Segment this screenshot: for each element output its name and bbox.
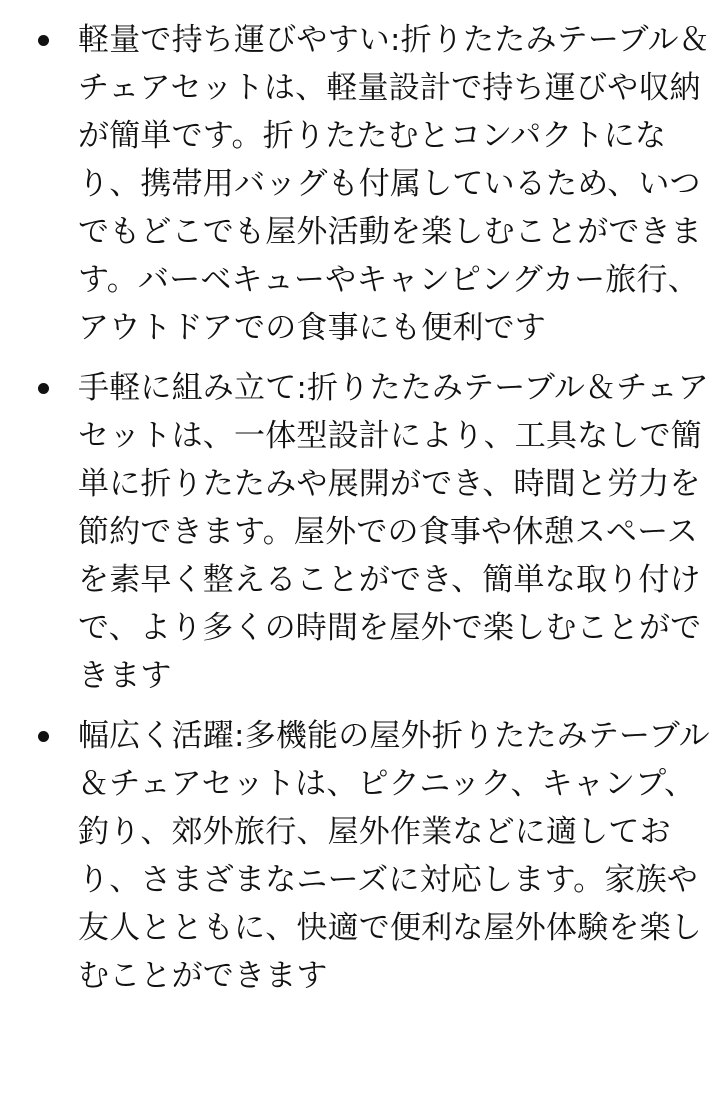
list-item-text: 幅広く活躍:多機能の屋外折りたたみテーブル＆チェアセットは、ピクニック、キャンプ、釣り、郊外旅行、屋外作業などに適しており、さまざまなニーズに対応します。家族や友人とともに、快適で便利な屋外体験を楽しむことができます [78,718,710,994]
list-item [0,712,728,1000]
bullet-point-icon [38,731,49,742]
bullet-point-icon [38,383,49,394]
list-item-text: 手軽に組み立て:折りたたみテーブル＆チェアセットは、一体型設計により、工具なしで簡単に折りたたみや展開ができ、時間と労力を節約できます。屋外での食事や休憩スペースを素早く整えることができ、簡単な取り付けで、より多くの時間を屋外で楽しむことができます [78,370,709,694]
list-item-text: 軽量で持ち運びやすい:折りたたみテーブル＆チェアセットは、軽量設計で持ち運びや収納が簡単です。折りたたむとコンパクトになり、携帯用バッグも付属しているため、いつでもどこでも屋外活動を楽しむことができます。バーベキューやキャンピングカー旅行、アウトドアでの食事にも便利です [78,22,710,346]
list-item [0,364,728,700]
list-item [0,16,728,352]
product-feature-list [0,16,728,1000]
bullet-point-icon [38,35,49,46]
